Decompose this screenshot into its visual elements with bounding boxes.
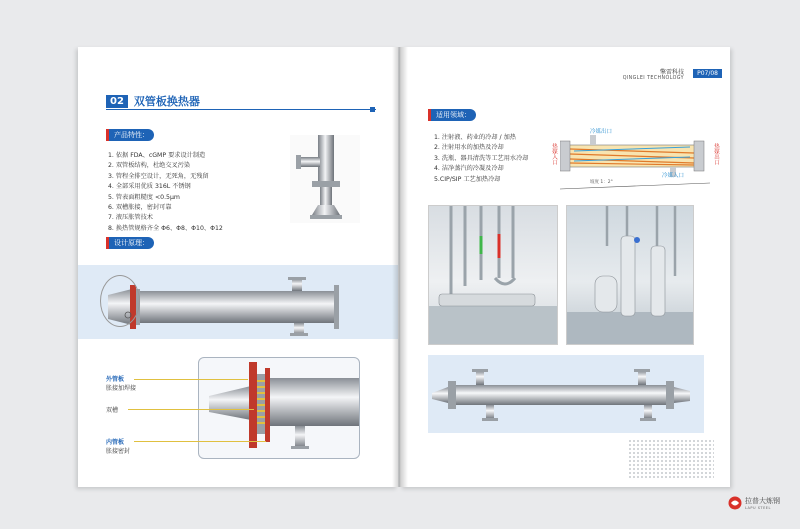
feature-item: 2. 双管板结构，杜绝交叉污染 (108, 162, 191, 170)
feature-item: 7. 液压胀管技术 (108, 214, 153, 222)
brand-header (623, 67, 684, 81)
outer-plate-desc: 胀接加焊接 (106, 385, 137, 392)
pipe-fitting-image (290, 135, 360, 223)
logo-text-en: LAPU STEEL (745, 506, 771, 510)
brochure-spread (78, 47, 730, 487)
section-divider (106, 109, 376, 110)
outer-plate-label: 外管板 (106, 376, 125, 383)
features-list (108, 151, 223, 234)
application-item: 3. 洗瓶、器具清洗等工艺用水冷却 (434, 154, 529, 162)
brand-name-en: QINGLEI TECHNOLOGY (622, 76, 684, 81)
outer-plate-leader (134, 379, 248, 380)
double-groove-label: 双槽 (106, 407, 119, 414)
features-tag: 产品特性： (106, 129, 154, 141)
logo-icon (728, 496, 742, 510)
section-title (106, 93, 200, 109)
zoom-ring (100, 275, 140, 327)
inner-plate-desc: 胀接密封 (106, 448, 131, 455)
feature-item: 6. 双槽胀接，密封可靠 (108, 204, 172, 212)
section-divider-dot (370, 107, 375, 112)
logo-text-cn: 拉普大炼钢 (745, 497, 780, 505)
design-tag: 设计原理： (106, 237, 154, 249)
applications-tag: 适用领域： (428, 109, 476, 121)
detail-inset (198, 357, 360, 459)
brand-name-cn: 擎雷科技 (659, 69, 684, 76)
cold-in-label: 冷媒入口 (662, 173, 685, 179)
slope-label: 坡度 1：2° (590, 180, 613, 185)
flow-schematic (560, 127, 720, 197)
feature-item: 1. 依据 FDA、cGMP 要求设计制造 (108, 152, 206, 159)
installation-photo-2 (566, 205, 694, 345)
cold-out-label: 冷媒出口 (590, 129, 613, 135)
right-page (400, 47, 730, 487)
inner-plate-label: 内管板 (106, 439, 125, 446)
feature-item: 5. 管表面粗糙度 <0.5μm (108, 193, 180, 201)
feature-item: 8. 换热管规格齐全 Φ6、Φ8、Φ10、Φ12 (108, 224, 223, 232)
product-band (428, 355, 704, 433)
double-groove-leader (128, 409, 254, 410)
left-page (78, 47, 398, 487)
installation-photo-1-drawing (429, 206, 557, 344)
horizontal-exchanger-image (428, 355, 704, 433)
feature-item: 3. 管程全排空设计，无死角，无残留 (108, 172, 209, 180)
dot-pattern (628, 439, 714, 479)
installation-photo-1 (428, 205, 558, 345)
page-number-badge: P07/08 (693, 69, 722, 78)
hot-in-label: 热媒入口 (551, 143, 557, 165)
installation-photo-2-drawing (567, 206, 693, 344)
footer-logo (728, 496, 780, 510)
spread-gutter (392, 47, 408, 487)
applications-list (434, 133, 529, 185)
feature-item: 4. 全部采用优质 316L 不锈钢 (108, 183, 191, 191)
section-number: 02 (106, 95, 128, 108)
hot-out-label: 热媒出口 (713, 143, 719, 165)
application-item: 5.CIP/SIP 工艺加热冷却 (434, 175, 501, 183)
inner-plate-leader (134, 441, 266, 442)
application-item: 4. 洁净蒸汽的冷凝及冷却 (434, 165, 504, 173)
application-item: 1. 注射液、药业的冷却 / 加热 (434, 134, 516, 141)
application-item: 2. 注射用水的加热及冷却 (434, 144, 504, 152)
section-name: 双管板换热器 (133, 95, 200, 108)
tube-plate-detail (199, 358, 359, 458)
